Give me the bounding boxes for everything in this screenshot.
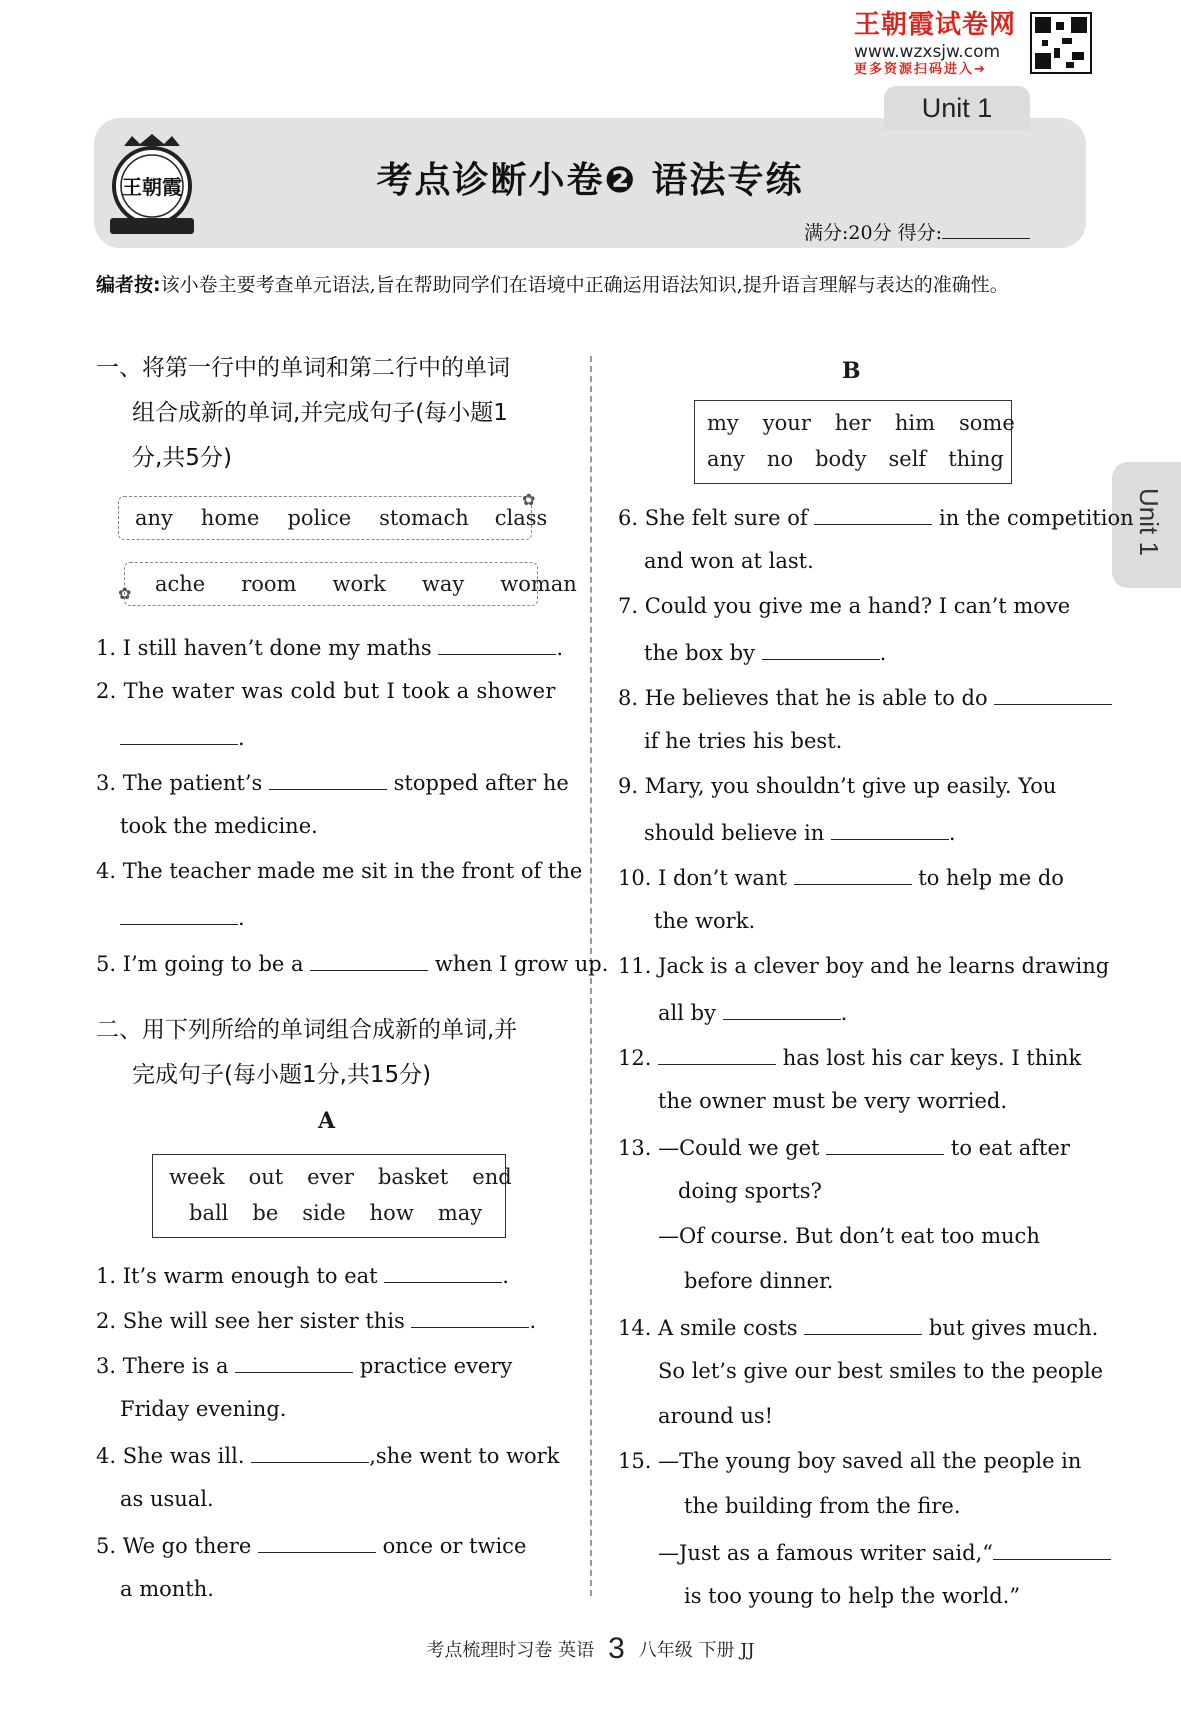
s1-question-3: 3. The patient’s stopped after he [96, 771, 569, 795]
word-row-2 [124, 562, 577, 606]
section1-heading-line: 分,共5分) [132, 445, 232, 471]
wangzhaoxia-logo-icon [104, 132, 200, 238]
s2-question-11-cont: all by . [658, 1001, 848, 1025]
s1-question-5: 5. I’m going to be a when I grow up. [96, 952, 609, 976]
s2-question-13-reply: —Of course. But don’t eat too much [658, 1224, 1040, 1248]
s2-question-11: 11. Jack is a clever boy and he learns drawing [618, 954, 1110, 978]
section1-heading-line: 一、将第一行中的单词和第二行中的单词 [96, 355, 510, 381]
s2-question-14: 14. A smile costs but gives much. [618, 1316, 1099, 1340]
answer-blank[interactable] [658, 1044, 776, 1065]
answer-blank[interactable] [804, 1314, 922, 1335]
word: be [252, 1201, 279, 1225]
word: him [894, 411, 936, 435]
word: stomach [379, 506, 469, 530]
box-b-label: B [842, 358, 861, 384]
word: some [959, 411, 1015, 435]
word: way [421, 572, 465, 596]
unit-tab: Unit 1 [884, 86, 1030, 130]
section1-heading [96, 346, 576, 481]
answer-blank[interactable] [994, 684, 1112, 705]
answer-blank[interactable] [269, 769, 387, 790]
s2-question-14-cont2: around us! [658, 1404, 774, 1428]
answer-blank[interactable] [723, 999, 841, 1020]
section2-heading-line: 二、用下列所给的单词组合成新的单词,并 [96, 1017, 518, 1043]
s1-question-4-cont: . [120, 904, 245, 930]
brand-name: 王朝霞试卷网 [854, 10, 1017, 40]
word: my [707, 411, 739, 435]
word: side [302, 1201, 346, 1225]
word: work [332, 572, 386, 596]
answer-blank[interactable] [794, 864, 912, 885]
s2-question-3: 3. There is a practice every [96, 1354, 513, 1378]
page-footer [0, 1630, 1181, 1664]
page-number: 3 [608, 1632, 625, 1665]
answer-blank[interactable] [762, 639, 880, 660]
score-line [804, 218, 1030, 245]
word: any [135, 506, 173, 530]
word-row-1 [118, 496, 548, 540]
flower-icon: ✿ [118, 584, 132, 603]
s2-question-13-cont: doing sports? [678, 1179, 822, 1203]
word: self [888, 447, 927, 471]
s1-question-2: 2. The water was cold but I took a shower [96, 679, 556, 703]
word: ache [155, 572, 206, 596]
s1-question-2-cont: . [120, 724, 245, 750]
s2-question-4-cont: as usual. [120, 1487, 214, 1511]
s2-question-15-reply: —Just as a famous writer said,“ [658, 1539, 1111, 1565]
s2-question-9: 9. Mary, you shouldn’t give up easily. You [618, 774, 1057, 798]
side-tab-label: Unit 1 [1134, 488, 1164, 556]
word: any [707, 447, 745, 471]
s2-question-8: 8. He believes that he is able to do [618, 684, 1112, 710]
word: ever [307, 1165, 354, 1189]
word: end [472, 1165, 512, 1189]
answer-blank[interactable] [814, 504, 932, 525]
word: no [766, 447, 794, 471]
footer-right: 八年级 下册 JJ [638, 1640, 755, 1661]
word: woman [500, 572, 577, 596]
flower-icon: ✿ [522, 490, 536, 509]
brand-url[interactable]: www.wzxsjw.com [854, 42, 1001, 62]
answer-blank[interactable] [384, 1262, 502, 1283]
s1-question-4: 4. The teacher made me sit in the front of the [96, 859, 583, 883]
word: thing [948, 447, 1004, 471]
word: room [241, 572, 297, 596]
s2-question-7-cont: the box by . [644, 641, 887, 665]
answer-blank[interactable] [310, 950, 428, 971]
word: how [369, 1201, 414, 1225]
answer-blank[interactable] [120, 724, 238, 745]
answer-blank[interactable] [235, 1352, 353, 1373]
word: body [815, 447, 867, 471]
editor-note-text: 该小卷主要考查单元语法,旨在帮助同学们在语境中正确运用语法知识,提升语言理解与表达的准确性。 [160, 274, 1009, 296]
word: home [200, 506, 260, 530]
word: ball [189, 1201, 229, 1225]
word: week [169, 1165, 225, 1189]
answer-blank[interactable] [411, 1307, 529, 1328]
section1-heading-line: 组合成新的单词,并完成句子(每小题1 [132, 400, 508, 426]
s2-question-8-cont: if he tries his best. [644, 729, 843, 753]
answer-blank[interactable] [831, 819, 949, 840]
word: police [287, 506, 352, 530]
word-box-b [694, 400, 1015, 484]
s2-question-10: 10. I don’t want to help me do [618, 866, 1064, 890]
answer-blank[interactable] [258, 1532, 376, 1553]
word: class [494, 506, 548, 530]
brand-block [854, 10, 1034, 78]
s2-question-12-cont: the owner must be very worried. [658, 1089, 1008, 1113]
section2-heading [96, 1008, 576, 1098]
score-label: 满分:20分 得分: [804, 222, 943, 244]
s2-question-15-reply-cont: is too young to help the world.” [684, 1584, 1021, 1608]
s2-question-12: 12. has lost his car keys. I think [618, 1046, 1082, 1070]
s2-question-10-cont: the work. [654, 909, 756, 933]
word-box-a [152, 1154, 512, 1238]
s2-question-13: 13. —Could we get to eat after [618, 1136, 1070, 1160]
answer-blank[interactable] [120, 904, 238, 925]
column-divider [590, 356, 592, 1596]
s1-question-1: 1. I still haven’t done my maths . [96, 636, 564, 660]
s2-question-7: 7. Could you give me a hand? I can’t move [618, 594, 1071, 618]
answer-blank[interactable] [438, 634, 556, 655]
s2-question-5: 5. We go there once or twice [96, 1534, 527, 1558]
answer-blank[interactable] [251, 1442, 369, 1463]
s2-question-6: 6. She felt sure of in the competition [618, 506, 1134, 530]
word: out [248, 1165, 284, 1189]
s2-question-13-reply-cont: before dinner. [684, 1269, 834, 1293]
word: may [437, 1201, 483, 1225]
word: basket [377, 1165, 449, 1189]
s2-question-15: 15. —The young boy saved all the people in [618, 1449, 1082, 1473]
section2-heading-line: 完成句子(每小题1分,共15分) [132, 1062, 432, 1088]
s2-question-9-cont: should believe in . [644, 821, 956, 845]
answer-blank[interactable] [826, 1134, 944, 1155]
s2-question-1: 1. It’s warm enough to eat . [96, 1264, 509, 1288]
s1-question-3-cont: took the medicine. [120, 814, 318, 838]
s2-question-6-cont: and won at last. [644, 549, 814, 573]
s2-question-3-cont: Friday evening. [120, 1397, 287, 1421]
s2-question-14-cont: So let’s give our best smiles to the people [658, 1359, 1104, 1383]
word: your [762, 411, 811, 435]
answer-blank[interactable] [993, 1539, 1111, 1560]
logo-text: 王朝霞 [122, 175, 182, 199]
editor-note [96, 270, 1096, 297]
s2-question-2: 2. She will see her sister this . [96, 1309, 537, 1333]
qr-code-icon[interactable] [1030, 12, 1092, 74]
footer-left: 考点梳理时习卷 英语 [426, 1640, 595, 1661]
brand-slogan: 更多资源扫码进入➔ [854, 62, 987, 77]
s2-question-4: 4. She was ill. ,she went to work [96, 1444, 560, 1468]
s2-question-15-cont: the building from the fire. [684, 1494, 961, 1518]
box-a-label: A [318, 1108, 336, 1134]
score-blank[interactable] [942, 218, 1030, 239]
word: her [834, 411, 871, 435]
editor-note-label: 编者按: [96, 274, 161, 296]
s2-question-5-cont: a month. [120, 1577, 214, 1601]
page-title: 考点诊断小卷❷ 语法专练 [376, 160, 804, 201]
